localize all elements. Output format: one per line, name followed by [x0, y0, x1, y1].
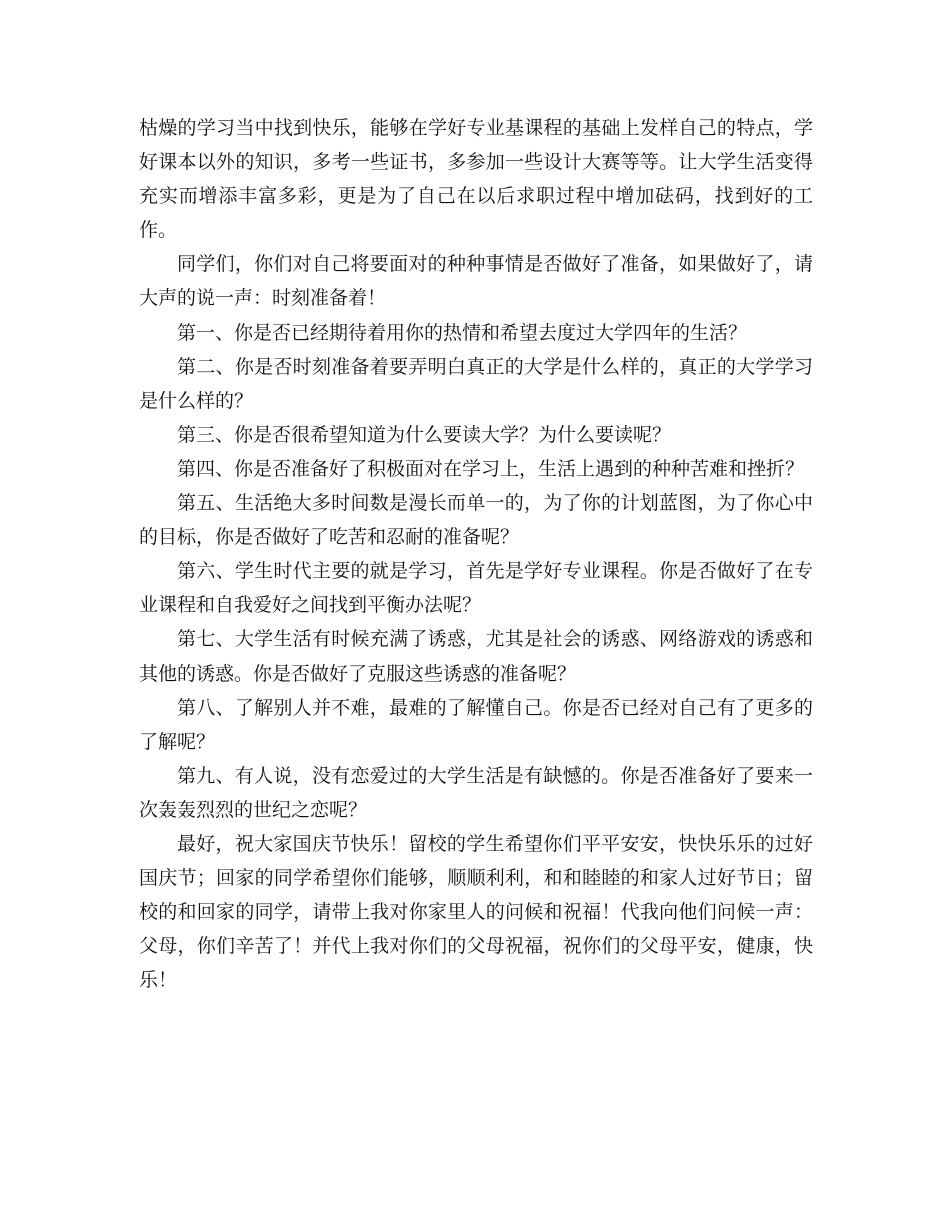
- paragraph-question-6: 第六、学生时代主要的就是学习，首先是学好专业课程。你是否做好了在专业课程和自我爱好之间找到平衡办法呢？: [139, 560, 813, 617]
- paragraph-question-1: 第一、你是否已经期待着用你的热情和希望去度过大学四年的生活？: [177, 321, 748, 344]
- paragraph-question-5: 第五、生活绝大多时间数是漫长而单一的，为了你的计划蓝图，为了你心中的目标，你是否做好了吃苦和忍耐的准备呢？: [139, 492, 813, 549]
- paragraph-call-to-students: 同学们，你们对自己将要面对的种种事情是否做好了准备，如果做好了，请大声的说一声：时刻准备着！: [139, 253, 813, 310]
- paragraph-intro-continuation: 枯燥的学习当中找到快乐，能够在学好专业基课程的基础上发样自己的特点，学好课本以外的知识，多考一些证书，多参加一些设计大赛等等。让大学生活变得充实而增添丰富多彩，更是为了自己在以后求职过程中增加砝码，找到好的工作。: [139, 117, 813, 242]
- paragraph-question-9: 第九、有人说，没有恋爱过的大学生活是有缺憾的。你是否准备好了要来一次轰轰烈烈的世纪之恋呢？: [139, 764, 813, 821]
- paragraph-question-8: 第八、了解别人并不难，最难的了解懂自己。你是否已经对自己有了更多的了解呢？: [139, 696, 813, 753]
- document-body: [139, 111, 813, 997]
- paragraph-question-3: 第三、你是否很希望知道为什么要读大学？为什么要读呢？: [177, 423, 672, 446]
- paragraph-question-2: 第二、你是否时刻准备着要弄明白真正的大学是什么样的，真正的大学学习是什么样的？: [139, 355, 813, 412]
- paragraph-question-4: 第四、你是否准备好了积极面对在学习上，生活上遇到的种种苦难和挫折？: [177, 457, 805, 480]
- paragraph-question-7: 第七、大学生活有时候充满了诱惑，尤其是社会的诱惑、网络游戏的诱惑和其他的诱惑。你是否做好了克服这些诱惑的准备呢？: [139, 628, 813, 685]
- paragraph-closing-wishes: 最好，祝大家国庆节快乐！留校的学生希望你们平平安安，快快乐乐的过好国庆节；回家的同学希望你们能够，顺顺利利，和和睦睦的和家人过好节日；留校的和回家的同学，请带上我对你家里人的问候和祝福！代我向他们问候一声：父母，你们辛苦了！并代上我对你们的父母祝福，祝你们的父母平安，健康，快乐！: [139, 832, 813, 992]
